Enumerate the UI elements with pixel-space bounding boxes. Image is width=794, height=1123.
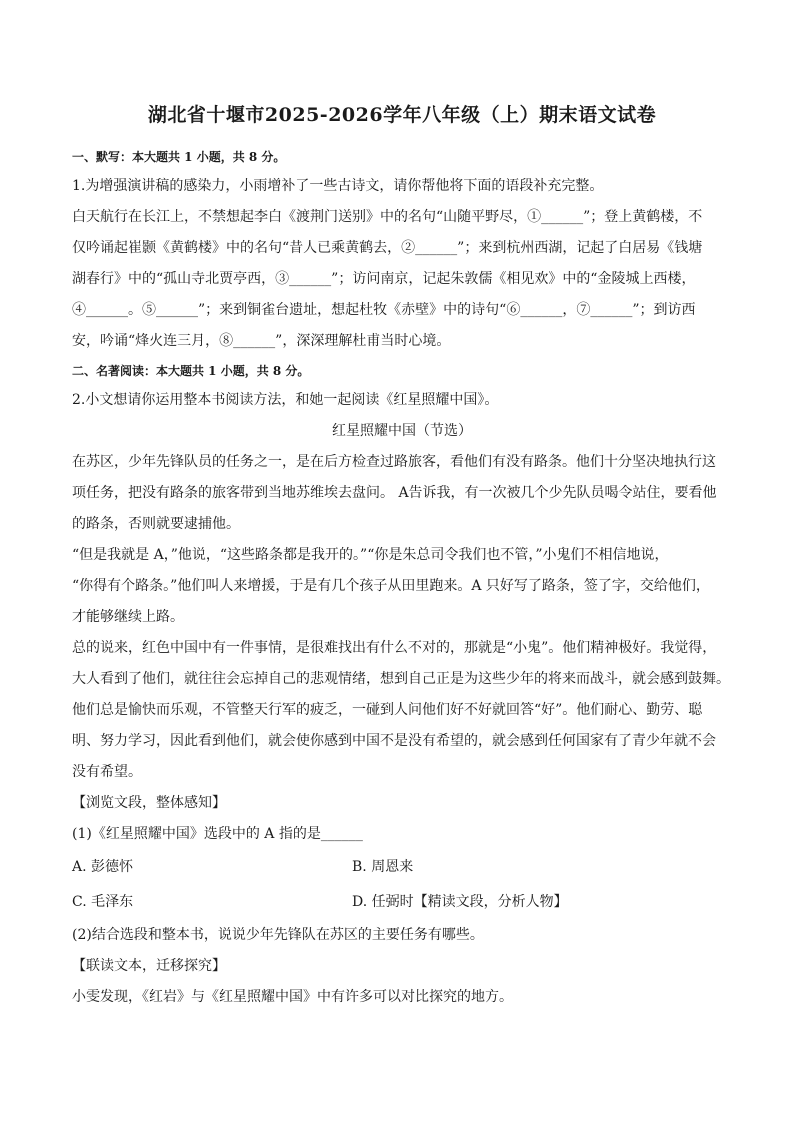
option-d: D. 任弼时【精读文段，分析人物】 xyxy=(352,894,568,910)
final-line: 小雯发现，《红岩》与《红星照耀中国》中有许多可以对比探究的地方。 xyxy=(72,989,513,1005)
question-2-intro: 2.小文想请你运用整本书阅读方法，和她一起阅读《红星照耀中国》。 xyxy=(72,392,499,408)
passage-line: “但是我就是 A，”他说，“这些路条都是我开的。”“你是朱总司令我们也不管，”小鬼们不相信地说， xyxy=(72,547,669,563)
options-row xyxy=(72,850,732,885)
question-1-intro: 1.为增强演讲稿的感染力，小雨增补了一些古诗文，请你帮他将下面的语段补充完整。 xyxy=(72,178,604,194)
passage-title: 红星照耀中国（节选） xyxy=(332,423,472,439)
passage-line: 他们总是愉快而乐观，不管整天行军的疲乏，一碰到人问他们好不好就回答“好”。他们耐心、勤劳、聪 xyxy=(72,702,703,718)
sub-question-1: (1)《红星照耀中国》选段中的 A 指的是______ xyxy=(72,826,363,842)
option-b: B. 周恩来 xyxy=(352,859,414,875)
passage-line: 才能够继续上路。 xyxy=(72,609,184,625)
question-1-text-line: 白天航行在长江上，不禁想起李白《渡荆门送别》中的名句“山随平野尽，①______”；登上黄鹤楼，不 xyxy=(72,209,703,225)
subsection-heading: 【联读文本，迁移探究】 xyxy=(72,958,226,974)
exam-page xyxy=(72,100,732,1013)
section-2-header: 二、名著阅读：本大题共 1 小题，共 8 分。 xyxy=(72,364,310,378)
passage-line: 明、努力学习，因此看到他们，就会使你感到中国不是没有希望的，就会感到任何国家有了青少年就不会 xyxy=(72,733,716,749)
passage-line: 没有希望。 xyxy=(72,764,142,780)
question-1-text-line: 湖春行》中的“孤山寺北贾亭西，③______”；访问南京，记起朱敦儒《相见欢》中的“金陵城上西楼， xyxy=(72,271,696,287)
question-1-text-line: ④______。⑤______”；来到铜雀台遗址，想起杜牧《赤壁》中的诗句“⑥______，⑦______”；到访西 xyxy=(72,302,696,318)
options-row xyxy=(72,885,732,920)
option-c: C. 毛泽东 xyxy=(72,894,134,910)
passage-line: 大人看到了他们，就往往会忘掉自己的悲观情绪，想到自己正是为这些少年的将来而战斗，就会感到鼓舞。 xyxy=(72,671,730,687)
section-1-header: 一、默写：本大题共 1 小题，共 8 分。 xyxy=(72,150,286,164)
page-title: 湖北省十堰市2025-2026学年八年级（上）期末语文试卷 xyxy=(147,104,657,126)
subsection-heading: 【浏览文段，整体感知】 xyxy=(72,795,226,811)
sub-question-2: (2)结合选段和整本书，说说少年先锋队在苏区的主要任务有哪些。 xyxy=(72,927,484,943)
question-1-text-line: 仅吟诵起崔颢《黄鹤楼》中的名句“昔人已乘黄鹤去，②______”；来到杭州西湖，记起了白居易《钱塘 xyxy=(72,240,703,256)
passage-line: 项任务，把没有路条的旅客带到当地苏维埃去盘问。 A告诉我，有一次被几个少先队员喝令站住，要看他 xyxy=(72,485,717,501)
passage-line: 总的说来，红色中国中有一件事情，是很难找出有什么不对的，那就是“小鬼”。他们精神极好。我觉得， xyxy=(72,640,717,656)
passage-line: 的路条，否则就要逮捕他。 xyxy=(72,516,240,532)
passage-line: “你得有个路条。”他们叫人来增援，于是有几个孩子从田里跑来。A 只好写了路条，签了字，交给他们， xyxy=(72,578,710,594)
option-a: A. 彭德怀 xyxy=(72,859,134,875)
passage-line: 在苏区，少年先锋队员的任务之一，是在后方检查过路旅客，看他们有没有路条。他们十分坚决地执行这 xyxy=(72,454,716,470)
question-1-text-line: 安，吟诵“烽火连三月，⑧______”，深深理解杜甫当时心境。 xyxy=(72,333,451,349)
